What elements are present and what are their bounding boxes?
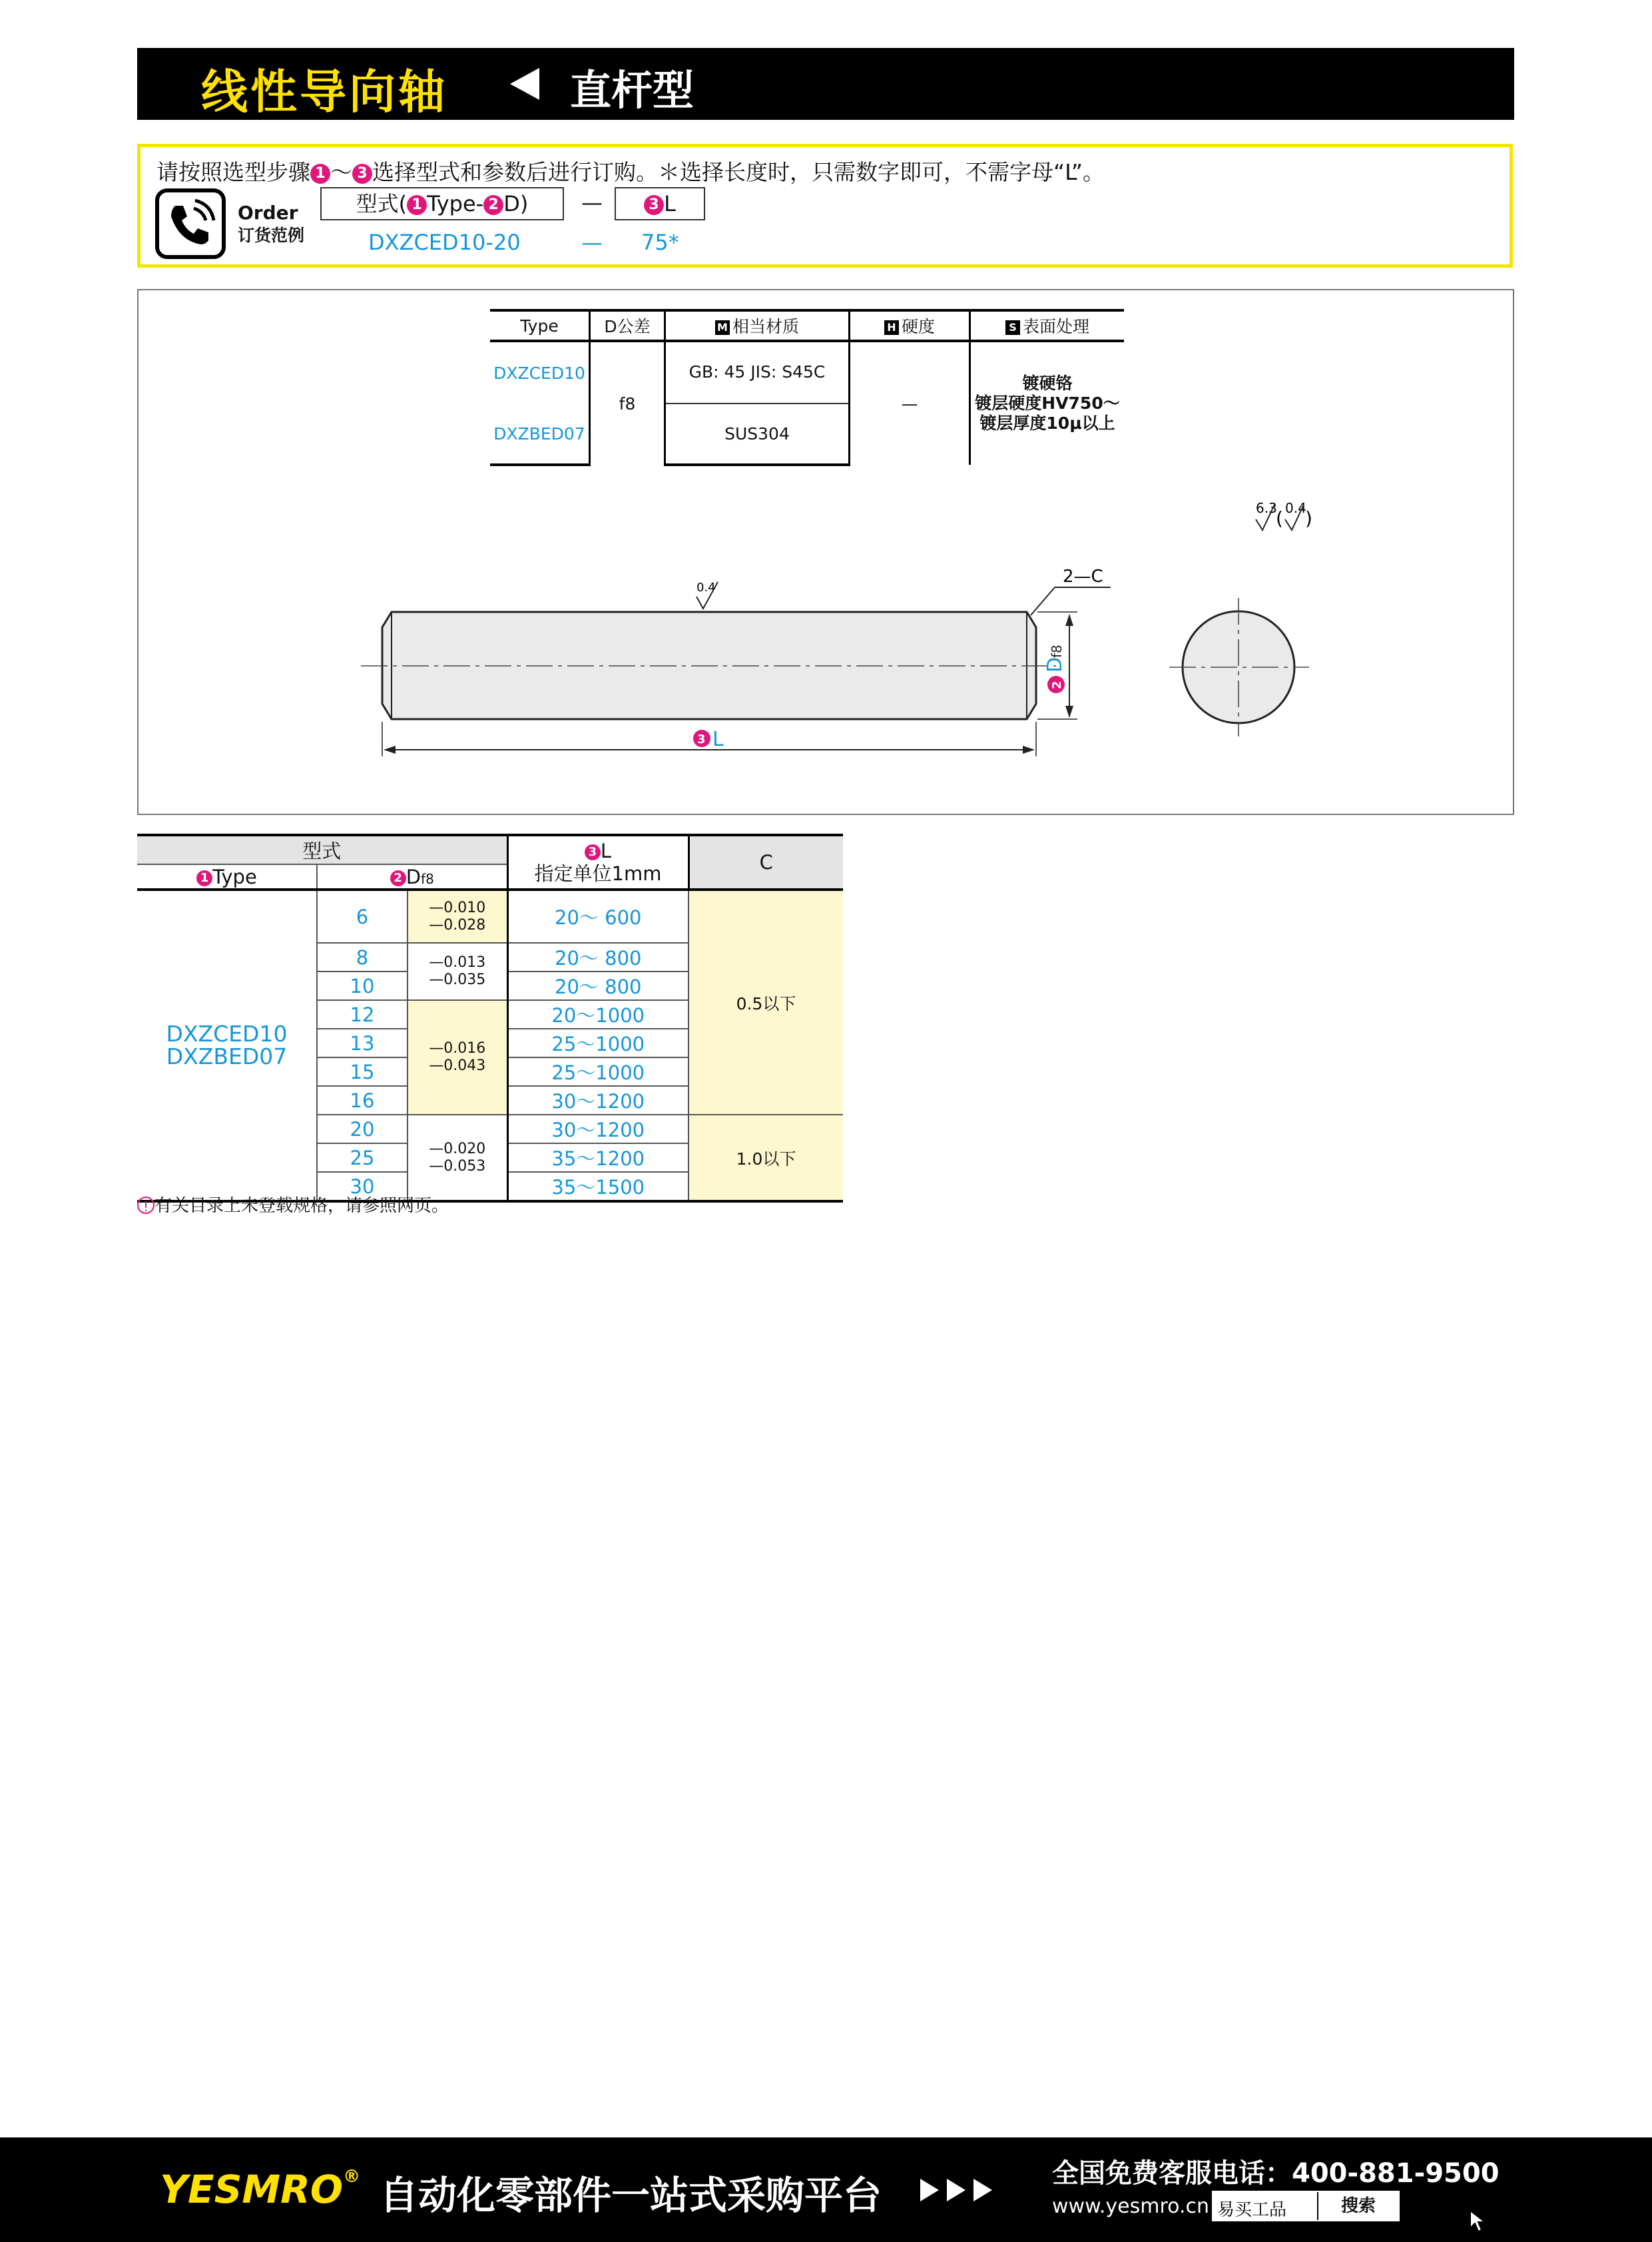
tolerance-cell	[408, 943, 507, 1000]
tol-line: —0.020	[429, 1140, 486, 1157]
search-box[interactable]	[1212, 2191, 1400, 2221]
play-arrow-icon	[973, 2179, 992, 2201]
length-cell: 20～1000	[507, 1000, 688, 1029]
roughness-value: 0.4	[696, 581, 716, 595]
material-icon: M	[715, 320, 730, 335]
order-instruction	[156, 155, 1105, 186]
length-cell: 35～1500	[507, 1172, 688, 1201]
instruction-text: 请按照选型步骤	[156, 159, 310, 185]
d-cell: 8	[317, 943, 408, 972]
header-sub: f8	[421, 870, 434, 887]
surface-line: 镀层厚度10μ以上	[979, 414, 1115, 433]
length-cell: 35～1200	[507, 1143, 688, 1172]
d-cell: 20	[317, 1115, 408, 1143]
header-length	[507, 835, 688, 890]
surface-icon: S	[1005, 320, 1020, 335]
header-d	[317, 864, 507, 890]
step-badge: 2	[1050, 681, 1064, 689]
brand-logo	[160, 2167, 360, 2212]
spec-frame	[137, 289, 1514, 815]
length-cell: 30～1200	[507, 1115, 688, 1143]
field-text: L	[664, 191, 676, 216]
page-subtitle: 直杆型	[570, 66, 694, 115]
header-text: 硬度	[901, 317, 935, 336]
cursor-icon	[1469, 2209, 1488, 2233]
header-text: 指定单位1mm	[534, 862, 662, 885]
length-cell: 20～ 800	[507, 972, 688, 1000]
d-cell: 15	[317, 1057, 408, 1086]
length-cell: 20～ 800	[507, 943, 688, 972]
surface-line: 镀硬铬	[1022, 374, 1073, 393]
dim-d-label	[1043, 645, 1067, 693]
type-cell: DXZCED10	[493, 363, 585, 383]
header-text: D	[406, 865, 421, 888]
step-badge: 1	[196, 870, 212, 886]
instruction-text: 选择型式和参数后进行订购。＊选择长度时，只需数字即可，不需字母“L”。	[372, 159, 1105, 185]
field-text: 型式(	[356, 191, 408, 216]
length-cell: 25～1000	[507, 1029, 688, 1057]
dimensions-table	[137, 834, 843, 1203]
order-dash: —	[581, 190, 603, 215]
brand-text: YESMRO	[160, 2167, 344, 2212]
type-cell	[137, 890, 317, 1201]
tolerance-cell	[408, 1000, 507, 1115]
c-cell: 1.0以下	[688, 1115, 843, 1201]
footnote-text: 有关目录上未登载规格，请参照网页。	[154, 1196, 449, 1216]
brand-reg: ®	[343, 2167, 361, 2187]
order-label-cn: 订货范例	[238, 226, 305, 245]
paren-close: )	[1305, 507, 1312, 529]
step-badge: 3	[644, 195, 664, 215]
step-badge: 3	[585, 844, 601, 860]
hardness-icon: H	[884, 320, 899, 335]
field-text: D)	[503, 191, 529, 216]
material-cell: GB: 45 JIS: S45C	[665, 341, 850, 404]
phone-icon	[155, 188, 226, 259]
tol-line: —0.010	[429, 899, 486, 916]
footer-banner	[0, 2137, 1652, 2242]
roughness-value: 0.4	[1285, 500, 1306, 516]
tol-line: —0.043	[429, 1057, 486, 1074]
header-text: 表面处理	[1022, 317, 1089, 336]
order-field-type	[320, 187, 564, 220]
warning-icon: !	[137, 1197, 154, 1214]
length-cell: 30～1200	[507, 1086, 688, 1115]
c-cell: 0.5以下	[688, 890, 843, 1115]
dim-d-text: D	[1043, 657, 1067, 673]
order-example-box	[137, 144, 1513, 268]
length-cell: 20～ 600	[507, 890, 688, 943]
dim-d-sub: f8	[1049, 645, 1065, 658]
example-dash: —	[581, 230, 603, 255]
length-cell: 25～1000	[507, 1057, 688, 1086]
order-field-length	[615, 187, 705, 220]
footer-slogan: 自动化零部件一站式采购平台	[380, 2173, 882, 2218]
dim-l-text: L	[712, 728, 724, 751]
surface-line: 镀层硬度HV750～	[975, 394, 1120, 413]
header-text: Type	[212, 865, 257, 888]
d-cell: 6	[317, 890, 408, 943]
tolerance-cell: f8	[590, 341, 665, 465]
footnote	[137, 1192, 449, 1217]
step-badge: 2	[483, 195, 503, 215]
d-cell: 12	[317, 1000, 408, 1029]
header-style: 型式	[137, 835, 507, 864]
tolerance-cell	[408, 1115, 507, 1201]
d-cell: 30	[350, 1175, 375, 1198]
example-code: DXZCED10-20	[368, 230, 521, 255]
type-line: DXZCED10	[166, 1021, 288, 1047]
type-cell: DXZBED07	[490, 404, 590, 465]
hotline: 全国免费客服电话：400-881-9500	[1052, 2158, 1500, 2189]
play-arrow-icon	[947, 2179, 965, 2201]
d-cell: 16	[317, 1086, 408, 1115]
header-text: L	[600, 840, 612, 862]
tolerance-cell	[408, 890, 507, 943]
roughness-value: 6.3	[1256, 500, 1277, 516]
tol-line: —0.035	[429, 972, 486, 988]
step-badge: 3	[697, 732, 706, 746]
play-arrow-icon	[920, 2179, 939, 2201]
search-input[interactable]: 易买工品	[1217, 2200, 1287, 2220]
paren-open: (	[1276, 507, 1283, 529]
instruction-text: ～	[330, 159, 352, 185]
header-c: C	[688, 835, 843, 890]
step-badge: 2	[390, 870, 406, 886]
tol-line: —0.053	[429, 1157, 486, 1175]
col-tolerance: D公差	[590, 310, 665, 341]
page-title: 线性导向轴	[201, 65, 447, 119]
step-badge: 1	[310, 164, 330, 184]
d-cell: 10	[317, 972, 408, 1000]
col-type: Type	[490, 310, 590, 341]
shaft-drawing	[138, 290, 1513, 814]
d-cell: 13	[317, 1029, 408, 1057]
hardness-cell: —	[850, 341, 970, 465]
step-badge: 3	[352, 164, 372, 184]
field-text: Type-	[427, 191, 484, 216]
type-line: DXZBED07	[166, 1043, 288, 1069]
triangle-left-icon	[510, 68, 539, 100]
order-label	[238, 202, 304, 247]
step-badge: 1	[407, 195, 427, 215]
order-label-en: Order	[238, 202, 298, 224]
chamfer-label: 2—C	[1063, 567, 1103, 587]
website-link[interactable]: www.yesmro.cn	[1052, 2195, 1210, 2218]
search-button[interactable]: 搜索	[1317, 2192, 1398, 2220]
header-text: 相当材质	[732, 317, 799, 336]
example-length: 75*	[641, 230, 679, 255]
page-header	[137, 48, 1514, 120]
header-type	[137, 864, 317, 890]
tol-line: —0.016	[429, 1040, 486, 1057]
tol-line: —0.013	[429, 954, 486, 971]
material-cell: SUS304	[665, 404, 850, 465]
d-cell: 25	[317, 1143, 408, 1172]
tol-line: —0.028	[429, 916, 486, 934]
